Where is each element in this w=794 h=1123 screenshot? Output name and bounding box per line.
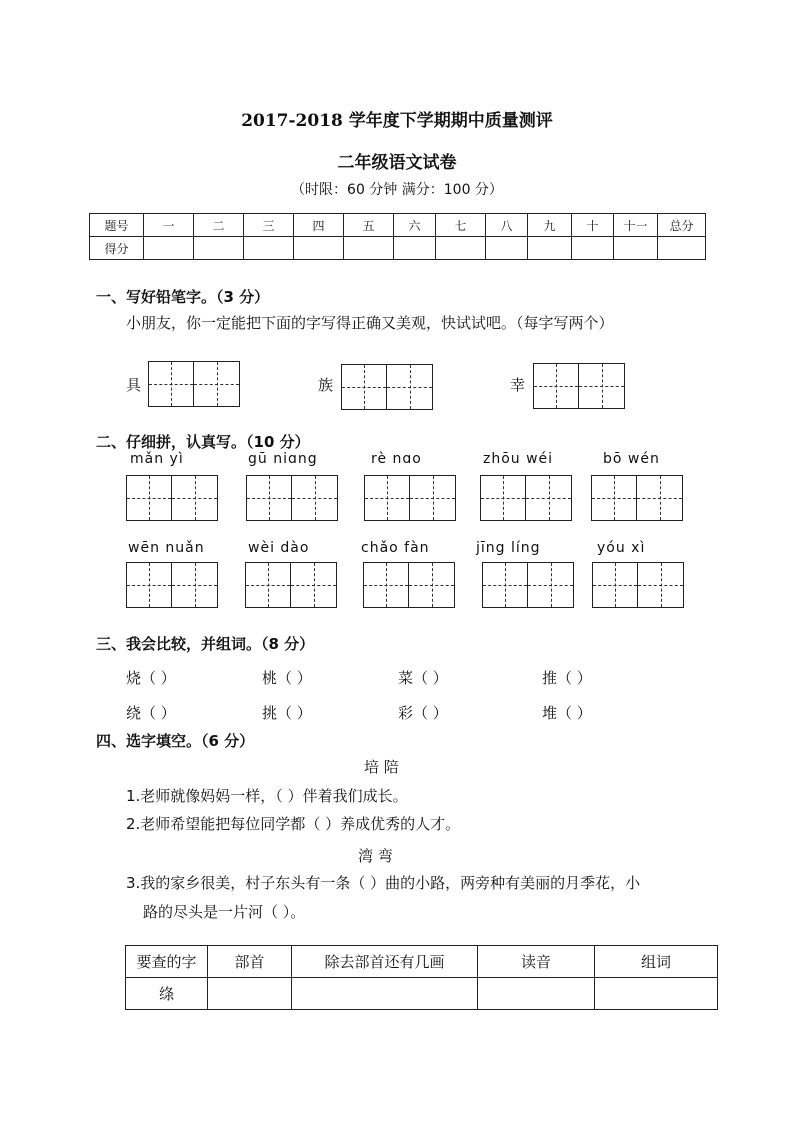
score-input-cell[interactable]	[294, 237, 344, 260]
char-pair: 湾 弯	[358, 847, 393, 865]
pinyin-label: wèi dào	[248, 540, 310, 556]
pinyin-label: bō wén	[603, 451, 660, 467]
score-header-cell: 六	[394, 214, 436, 237]
compare-item[interactable]: 彩（ ）	[398, 704, 448, 722]
score-header-cell: 一	[144, 214, 194, 237]
lookup-header-cell: 读音	[478, 946, 595, 978]
score-header-cell: 三	[244, 214, 294, 237]
fill-question[interactable]: 2.老师希望能把每位同学都（ ）养成优秀的人才。	[126, 815, 461, 833]
score-input-cell[interactable]	[572, 237, 614, 260]
score-header-cell: 九	[528, 214, 572, 237]
pinyin-label: chǎo fàn	[361, 540, 430, 556]
fill-question[interactable]: 1.老师就像妈妈一样，（ ）伴着我们成长。	[126, 787, 408, 805]
pinyin-label: gū niɑng	[248, 451, 318, 467]
score-header-row	[90, 214, 706, 237]
section4-heading: 四、选字填空。（6 分）	[96, 732, 255, 750]
pinyin-label: jīng líng	[476, 540, 541, 556]
writing-box-2[interactable]	[341, 364, 433, 410]
section3-heading: 三、我会比较，并组词。（8 分）	[96, 635, 315, 653]
section2-heading: 二、仔细拼，认真写。（10 分）	[96, 433, 310, 451]
lookup-header-cell: 要查的字	[126, 946, 208, 978]
score-input-cell[interactable]	[194, 237, 244, 260]
exam-info: （时限：60 分钟 满分：100 分）	[291, 182, 503, 198]
lookup-input-cell[interactable]	[208, 978, 292, 1010]
pinyin-writing-box[interactable]	[245, 562, 337, 608]
score-header-cell: 七	[436, 214, 486, 237]
pinyin-label: wēn nuǎn	[128, 540, 205, 556]
exam-title: 2017-2018 学年度下学期期中质量测评	[241, 111, 553, 131]
score-input-cell[interactable]	[144, 237, 194, 260]
section1-instruction: 小朋友，你一定能把下面的字写得正确又美观，快试试吧。（每字写两个）	[126, 314, 614, 332]
score-header-cell: 四	[294, 214, 344, 237]
lookup-input-cell[interactable]	[595, 978, 718, 1010]
pinyin-writing-box[interactable]	[482, 562, 574, 608]
pinyin-writing-box[interactable]	[126, 562, 218, 608]
compare-item[interactable]: 绕（ ）	[126, 704, 176, 722]
pinyin-label: rè nɑo	[371, 451, 422, 467]
lookup-header-row	[126, 946, 718, 978]
score-input-cell[interactable]	[486, 237, 528, 260]
pinyin-label: yóu xì	[597, 540, 646, 556]
compare-item[interactable]: 菜（ ）	[398, 669, 448, 687]
write-char-3: 幸	[510, 376, 526, 394]
compare-item[interactable]: 推（ ）	[542, 669, 592, 687]
fill-question[interactable]: 3.我的家乡很美，村子东头有一条（ ）曲的小路，两旁种有美丽的月季花，小	[126, 874, 641, 892]
pinyin-writing-box[interactable]	[591, 475, 683, 521]
score-row-label: 得分	[90, 237, 144, 260]
writing-box-3[interactable]	[533, 363, 625, 409]
write-char-1: 具	[126, 376, 142, 394]
exam-subtitle: 二年级语文试卷	[337, 153, 457, 173]
pinyin-writing-box[interactable]	[246, 475, 338, 521]
score-header-cell: 十	[572, 214, 614, 237]
score-input-cell[interactable]	[436, 237, 486, 260]
score-header-cell: 八	[486, 214, 528, 237]
pinyin-writing-box[interactable]	[480, 475, 572, 521]
score-header-cell: 十一	[614, 214, 658, 237]
score-input-cell[interactable]	[394, 237, 436, 260]
compare-item[interactable]: 挑（ ）	[262, 704, 312, 722]
pinyin-writing-box[interactable]	[126, 475, 218, 521]
compare-item[interactable]: 桃（ ）	[262, 669, 312, 687]
score-value-row	[90, 237, 706, 260]
dictionary-lookup-table	[125, 945, 718, 1010]
score-header-cell: 五	[344, 214, 394, 237]
section1-heading: 一、写好铅笔字。（3 分）	[96, 288, 270, 306]
score-input-cell[interactable]	[658, 237, 706, 260]
fill-question-continued[interactable]: 路的尽头是一片河（ ）。	[143, 903, 306, 921]
lookup-input-cell[interactable]	[292, 978, 478, 1010]
lookup-header-cell: 组词	[595, 946, 718, 978]
lookup-header-cell: 除去部首还有几画	[292, 946, 478, 978]
score-header-cell: 二	[194, 214, 244, 237]
pinyin-writing-box[interactable]	[363, 562, 455, 608]
char-pair: 培 陪	[364, 758, 399, 776]
score-input-cell[interactable]	[244, 237, 294, 260]
score-input-cell[interactable]	[614, 237, 658, 260]
score-table	[89, 213, 706, 260]
lookup-row	[126, 978, 718, 1010]
score-input-cell[interactable]	[528, 237, 572, 260]
pinyin-writing-box[interactable]	[364, 475, 456, 521]
write-char-2: 族	[318, 376, 334, 394]
pinyin-label: mǎn yì	[130, 451, 184, 467]
pinyin-label: zhōu wéi	[483, 451, 554, 467]
lookup-header-cell: 部首	[208, 946, 292, 978]
compare-item[interactable]: 堆（ ）	[542, 704, 592, 722]
compare-item[interactable]: 烧（ ）	[126, 669, 176, 687]
score-header-cell: 总分	[658, 214, 706, 237]
pinyin-writing-box[interactable]	[592, 562, 684, 608]
score-header-cell: 题号	[90, 214, 144, 237]
score-input-cell[interactable]	[344, 237, 394, 260]
lookup-char: 绦	[126, 978, 208, 1010]
lookup-input-cell[interactable]	[478, 978, 595, 1010]
writing-box-1[interactable]	[148, 361, 240, 407]
